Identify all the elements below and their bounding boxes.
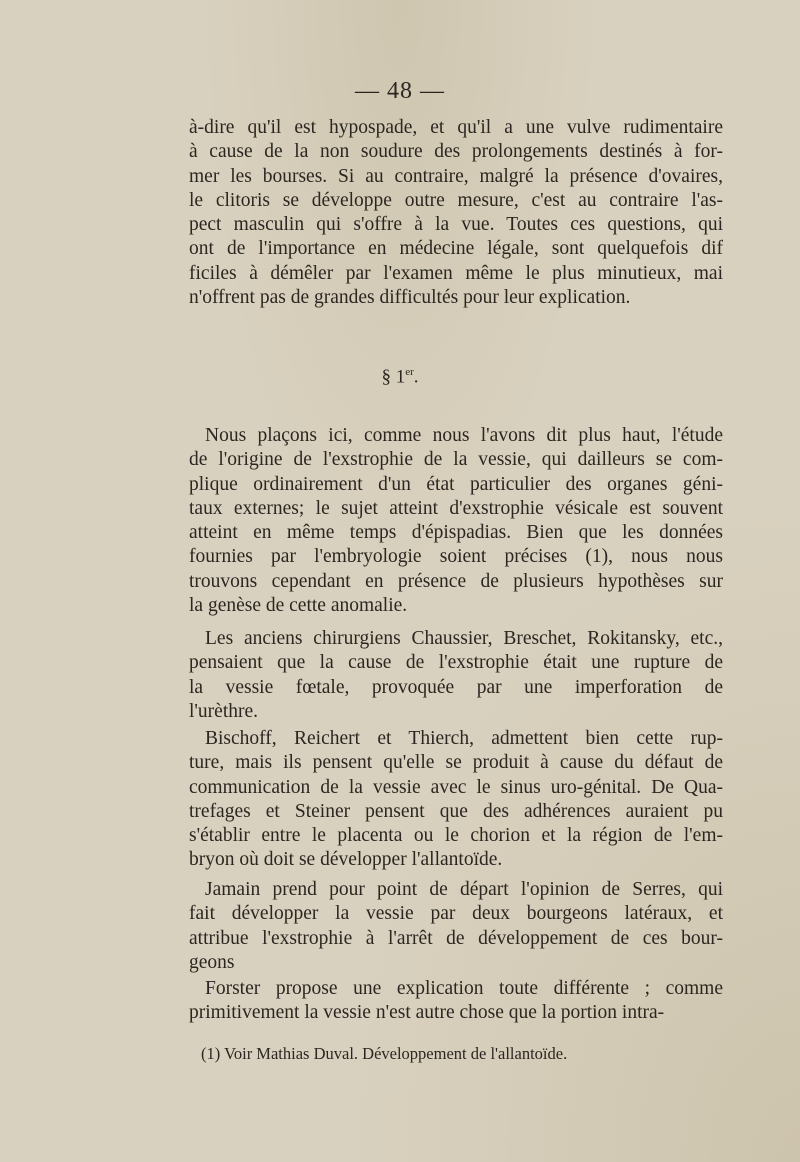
text-line: de l'origine de l'exstrophie de la vessie, qui dailleurs se com- [189,449,723,471]
paragraph-1 [189,116,723,310]
section-suffix: er [405,366,414,378]
text-line: geons [189,951,235,973]
section-period: . [413,366,419,388]
paragraph-3 [189,627,723,724]
text-line: Jamain prend pour point de départ l'opinion de Serres, qui [205,879,723,900]
paragraph-5 [189,878,723,975]
section-symbol: § [381,366,391,388]
text-line: fournies par l'embryologie soient précises (1), nous nous [189,546,723,568]
section-heading [0,366,800,388]
page-number: — 48 — [355,78,445,104]
text-line: attribue l'exstrophie à l'arrêt de développement de ces bour- [189,927,723,949]
text-line: ficiles à démêler par l'examen même le plus minutieux, mai [189,262,723,284]
text-line: pensaient que la cause de l'exstrophie était une rupture de [189,652,723,674]
text-line: atteint en même temps d'épispadias. Bien que les données [189,522,723,544]
text-line: Forster propose une explication toute différente ; comme [205,978,723,999]
text-line: l'urèthre. [189,700,259,722]
text-line: plique ordinairement d'un état particulier des organes géni- [189,473,723,495]
text-line: communication de la vessie avec le sinus uro-génital. De Qua- [189,776,723,798]
text-line: la genèse de cette anomalie. [189,595,408,617]
text-line: Les anciens chirurgiens Chaussier, Breschet, Rokitansky, etc., [205,628,723,649]
text-line: fait développer la vessie par deux bourgeons latéraux, et [189,903,723,925]
text-line: mer les bourses. Si au contraire, malgré la présence d'ovaires, [189,165,723,187]
paragraph-4 [189,727,723,873]
text-line: Nous plaçons ici, comme nous l'avons dit plus haut, l'étude [205,425,723,446]
paragraph-6 [189,977,723,1026]
text-line: ture, mais ils pensent qu'elle se produit à cause du défaut de [189,752,723,774]
text-line: Bischoff, Reichert et Thierch, admettent bien cette rup- [205,728,723,749]
text-line: le clitoris se développe outre mesure, c'est au contraire l'as- [189,189,723,211]
footnote: (1) Voir Mathias Duval. Développement de l'allantoïde. [201,1044,568,1063]
text-line: taux externes; le sujet atteint d'exstrophie vésicale est souvent [189,497,723,519]
text-line: ont de l'importance en médecine légale, sont quelquefois dif [189,238,723,260]
text-line: s'établir entre le placenta ou le chorion et la région de l'em- [189,825,723,847]
section-number: 1 [395,366,406,388]
text-line: bryon où doit se développer l'allantoïde. [189,849,503,871]
text-line: n'offrent pas de grandes difficultés pour leur explication. [189,287,631,309]
paragraph-2 [189,424,723,618]
text-line: trouvons cependant en présence de plusieurs hypothèses sur [189,570,723,592]
text-line: primitivement la vessie n'est autre chose que la portion intra- [189,1002,665,1024]
text-line: à-dire qu'il est hypospade, et qu'il a une vulve rudimentaire [189,117,723,138]
text-line: la vessie fœtale, provoquée par une imperforation de [189,676,723,698]
text-line: trefages et Steiner pensent que des adhérences auraient pu [189,800,723,822]
text-line: à cause de la non soudure des prolongements destinés à for- [189,141,723,163]
text-line: pect masculin qui s'offre à la vue. Toutes ces questions, qui [189,214,723,236]
